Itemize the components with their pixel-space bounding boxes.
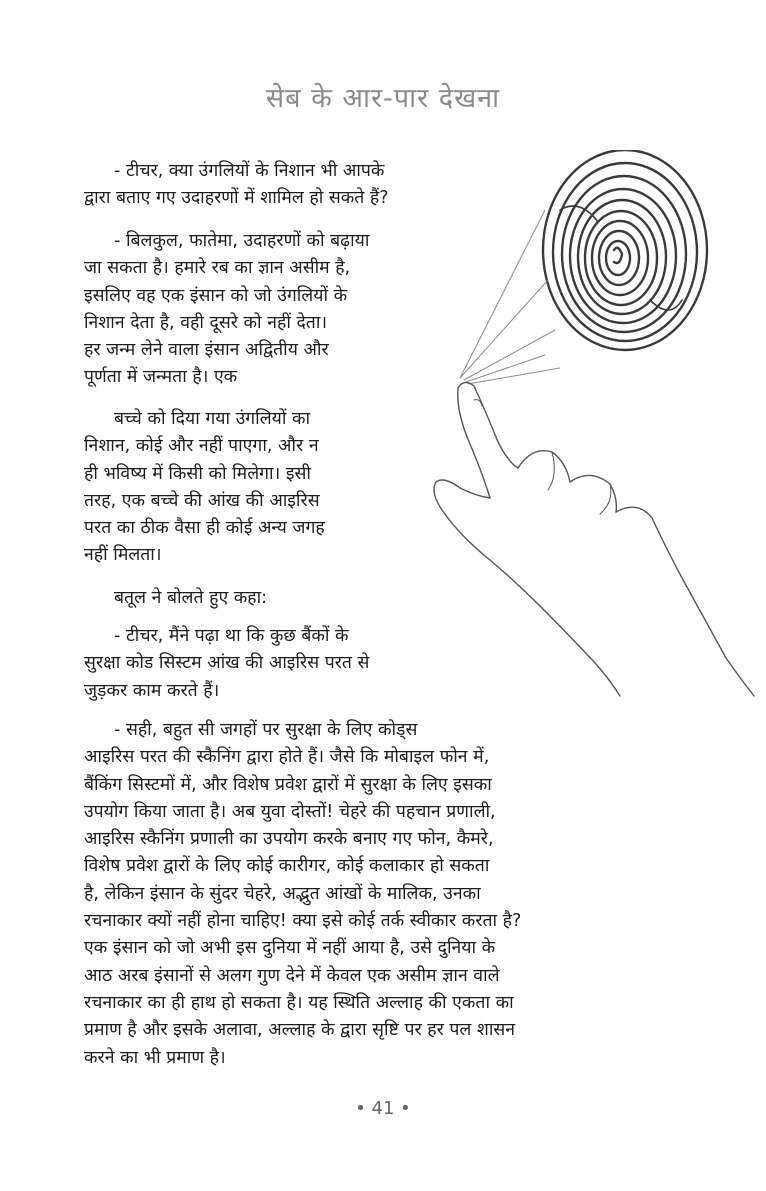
- page-title: सेब के आर-पार देखना: [265, 83, 501, 114]
- text-line: द्वारा बताए गए उदाहरणों में शामिल हो सकते हैं?: [84, 188, 389, 209]
- paragraph: [84, 406, 325, 570]
- text-line: - बिलकुल, फातेमा, उदाहरणों को बढ़ाया: [114, 231, 370, 251]
- text-line: उपयोग किया जाता है। अब युवा दोस्तों! चेहरे की पहचान प्रणाली,: [84, 801, 496, 822]
- scan-beam-lines: [460, 210, 560, 384]
- text-line: - टीचर, मैंने पढ़ा था कि कुछ बैंकों के: [114, 626, 349, 646]
- text-line: - सही, बहुत सी जगहों पर सुरक्षा के लिए कोड्स: [114, 720, 418, 740]
- text-line: बच्चे को दिया गया उंगलियों का: [114, 409, 311, 429]
- text-line: रचनाकार का ही हाथ हो सकता है। यह स्थिति अल्लाह की एकता का: [84, 992, 514, 1013]
- text-line: प्रमाण है और इसके अलावा, अल्लाह के द्वारा सृष्टि पर हर पल शासन: [84, 1020, 516, 1041]
- paragraph: [84, 717, 521, 1072]
- text-line: बतूल ने बोलते हुए कहा:: [114, 588, 268, 608]
- text-line: ही भविष्य में किसी को मिलेगा। इसी: [84, 463, 311, 484]
- paragraph: [84, 585, 267, 612]
- page-number: • 41 •: [355, 1098, 411, 1119]
- fingerprint-icon: [543, 150, 707, 350]
- text-line: - टीचर, क्या उंगलियों के निशान भी आपके: [114, 161, 385, 181]
- text-line: नहीं मिलता।: [84, 545, 162, 566]
- text-line: सुरक्षा कोड सिस्टम आंख की आइरिस परत से: [84, 653, 370, 674]
- text-line: आठ अरब इंसानों से अलग गुण देने में केवल एक असीम ज्ञान वाले: [84, 965, 500, 986]
- text-line: आइरिस स्कैनिंग प्रणाली का उपयोग करके बनाए गए फोन, कैमरे,: [84, 829, 494, 850]
- fingerprint-hand-illustration: [420, 150, 766, 710]
- text-line: जुड़कर काम करते हैं।: [84, 680, 220, 701]
- text-line: विशेष प्रवेश द्वारों के लिए कोई कारीगर, कोई कलाकार हो सकता: [84, 856, 490, 877]
- text-line: आइरिस परत की स्कैनिंग द्वारा होते हैं। जैसे कि मोबाइल फोन में,: [84, 747, 490, 768]
- text-line: इसलिए वह एक इंसान को जो उंगलियों के: [84, 285, 348, 306]
- text-line: पूर्णता में जन्मता है। एक: [84, 367, 238, 388]
- paragraph: [84, 158, 389, 213]
- text-line: एक इंसान को जो अभी इस दुनिया में नहीं आया है, उसे दुनिया के: [84, 938, 496, 959]
- text-line: करने का भी प्रमाण है।: [84, 1047, 226, 1068]
- text-line: जा सकता है। हमारे रब का ज्ञान असीम है,: [84, 258, 351, 279]
- text-line: तरह, एक बच्चे की आंख की आइरिस: [84, 490, 320, 511]
- text-line: बैंकिंग सिस्टमों में, और विशेष प्रवेश द्वारों में सुरक्षा के लिए इसका: [84, 774, 492, 795]
- text-line: निशान देता है, वही दूसरे को नहीं देता।: [84, 312, 328, 333]
- paragraph: [84, 623, 369, 705]
- paragraph: [84, 228, 369, 392]
- text-line: निशान, कोई और नहीं पाएगा, और न: [84, 436, 319, 457]
- text-line: रचनाकार क्यों नहीं होना चाहिए! क्या इसे कोई तर्क स्वीकार करता है?: [84, 911, 522, 932]
- hand-icon: [434, 382, 754, 696]
- text-line: परत का ठीक वैसा ही कोई अन्य जगह: [84, 518, 325, 539]
- text-line: है, लेकिन इंसान के सुंदर चेहरे, अद्भुत आंखों के मालिक, उनका: [84, 883, 481, 904]
- text-line: हर जन्म लेने वाला इंसान अद्वितीय और: [84, 340, 329, 361]
